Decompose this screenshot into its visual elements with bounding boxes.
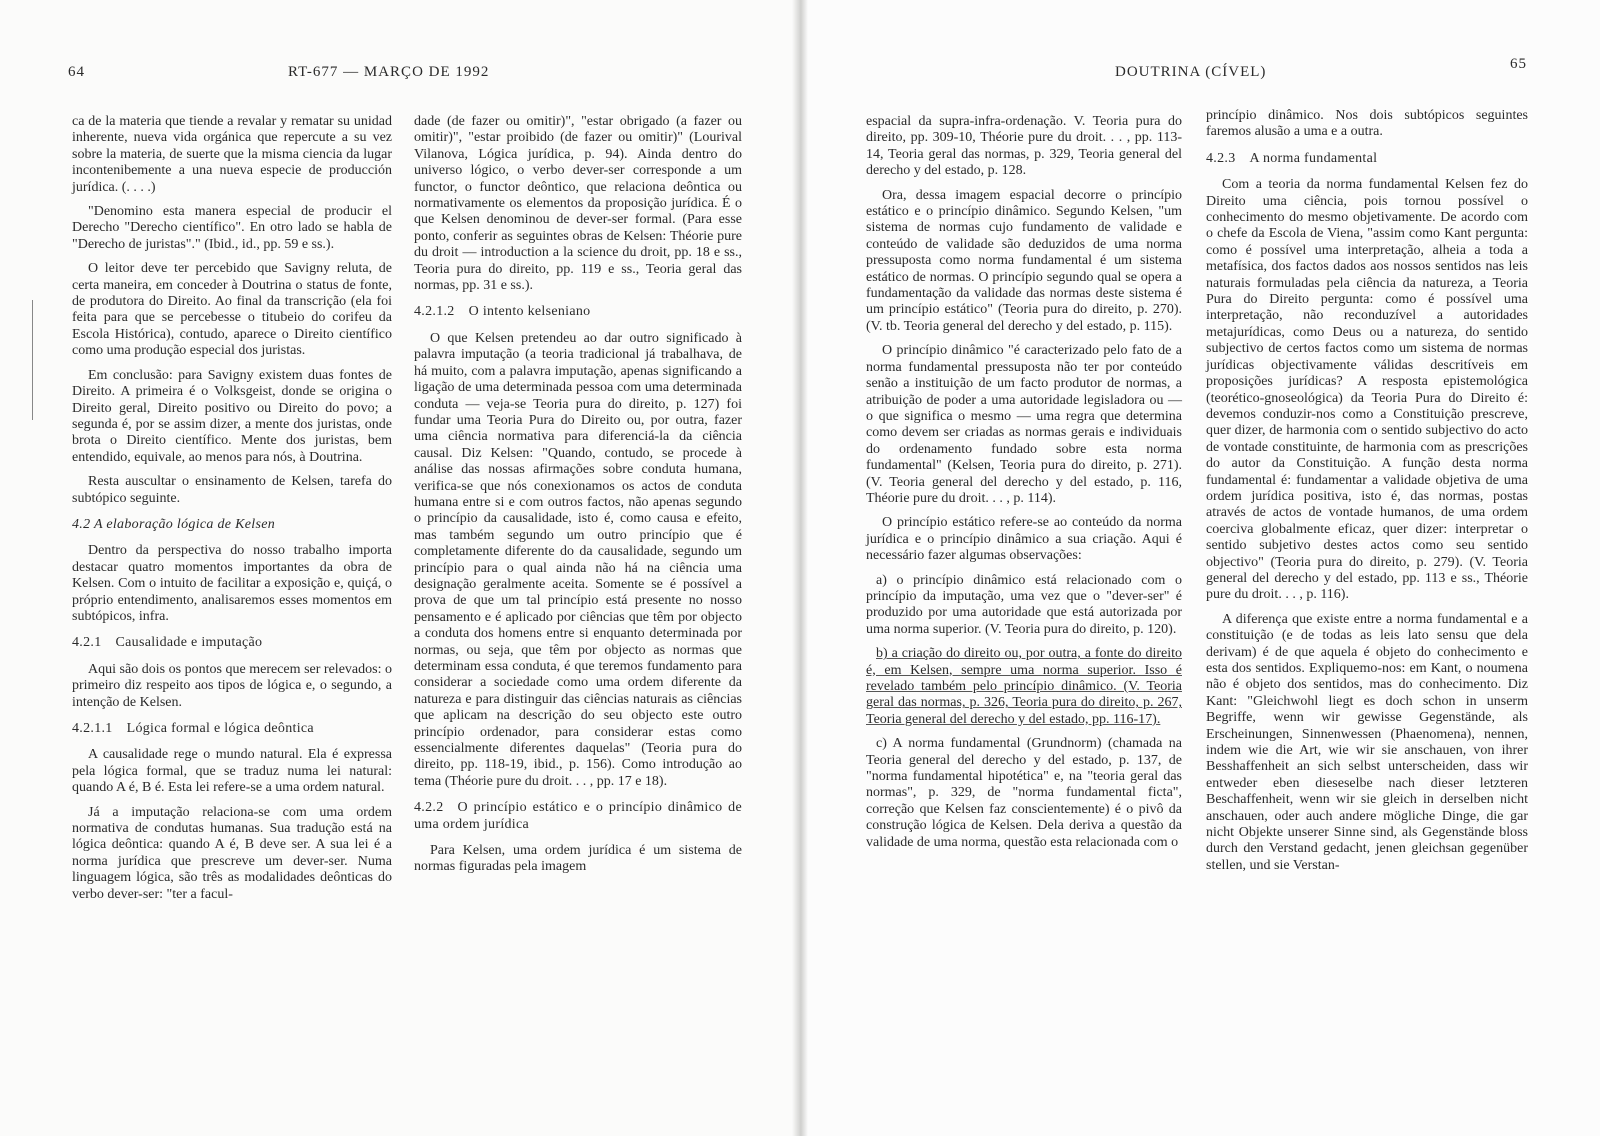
paragraph: Com a teoria da norma fundamental Kelsen fez do Direito uma ciência, pois tornou possível o conhecimento do mesmo objetivamente. De acordo com o chefe da Escola de Viena, "assim como Kant pergunta: como é possível uma interpretação, alheia a toda a metafísica, dos factos dados aos nossos sentidos nas leis naturais formuladas pela ciência da natureza, a Teoria Pura do Direito pergunta: como é possível uma interpretação, não reconduzível a autoridades metajurídicas, como Deus ou a natureza, do sentido subjectivo de certos factos como um sistema de normas jurídicas objectivamente válidas descritíveis em proposições jurídicas? A resposta epistemológica (teorético-gnoseológica) da Teoria Pura do Direito é: devemos conduzir-nos como a Constituição prescreve, quer dizer, de harmonia com o sentido subjectivo do acto de vontade constituinte, de harmonia com as prescrições do autor da Constituição. A função desta norma fundamental é: fundamentar a validade objetiva de uma ordem jurídica positiva, isto é, das normas, postas através de actos de vontade humanos, de uma ordem coerciva globalmente eficaz, quer dizer: interpretar o sentido subjetivo destes actos como seu sentido objectivo" (Teoria pura do direito, p. 279). (V. Teoria general del derecho y del estado, pp. 113 e ss., Théorie pure du droit. . . , p. 116). [1206,177,1528,603]
paragraph: Para Kelsen, uma ordem jurídica é um sistema de normas figuradas pela imagem [414,843,742,875]
section-heading [72,635,392,651]
left-running-header: RT-677 — MARÇO DE 1992 [288,64,490,80]
paragraph: princípio dinâmico. Nos dois subtópicos seguintes faremos alusão a uma e a outra. [1206,108,1528,140]
paragraph: O princípio estático refere-se ao conteúdo da norma jurídica e o princípio dinâmico a sua criação. Aqui é necessário fazer algumas observações: [866,515,1182,564]
column-4 [1206,108,1528,882]
section-title: A norma fundamental [1249,150,1378,166]
section-number: 4.2.1 [72,635,102,651]
paragraph: ca de la materia que tiende a revalar y rematar su unidad inherente, nueva vida orgánica que repercute a su vez sobre la materia, de suerte que la misma ciencia da lugar incontenibemente a una nueva especie de producción jurídica. (. . . .) [72,114,392,195]
section-heading [414,304,742,320]
list-item: c) A norma fundamental (Grundnorm) (chamada na Teoria general del derecho y del estado, p. 137, de "norma fundamental hipotética" e, na "teoria geral das normas", p. 329, de "norma fundamental ficta", correção que Kelsen faz conscientemente) é o pivô da construção lógica de Kelsen. Dela deriva a questão da validade de uma norma, questão esta relacionada com o [866,736,1182,850]
paragraph: O princípio dinâmico "é caracterizado pelo fato de a norma fundamental pressuposta não ter por conteúdo senão a instituição de um facto produtor de normas, a atribuição de poder a uma autoridade legisladora ou — o que significa o mesmo — uma regra que determina como devem ser criadas as normas gerais e individuais do ordenamento fundado sobre esta norma fundamental" (Kelsen, Teoria pura do direito, p. 271). (V. Teoria general del derecho y del estado, p. 116, Théorie pure du droit. . . , p. 114). [866,343,1182,506]
paragraph: O que Kelsen pretendeu ao dar outro significado à palavra imputação (a teoria tradicional já trabalhava, de há muito, com a palavra imputação, apenas significando a ligação de uma determinada pessoa com uma determinada conduta — veja-se Teoria pura do direito, p. 127) foi fundar uma Teoria Pura do Direito ou, por outra, fazer uma ciência normativa para diferenciá-la da ciência causal. Diz Kelsen: "Quando, contudo, se procede à análise das nossas afirmações sobre conduta humana, verifica-se que nós conexionamos os actos de conduta humana entre si e com outros factos, não apenas segundo o princípio da causalidade, isto é, como causa e efeito, mas também segundo um outro princípio que é completamente diferente do da causalidade, segundo um princípio para o qual ainda não há na ciência uma designação geralmente aceita. Somente se é possível a prova de que um tal princípio está presente no nosso pensamento e é aplicado por ciências que têm por objecto a conduta dos homens entre si enquanto determinada por normas, ou seja, que têm por objecto as normas que determinam essa conduta, é que teremos fundamento para considerar a sociedade como uma ordem diferente da natureza e para distinguir das ciências naturais as ciências que aplicam na descrição do seu objecto este outro princípio ordenador, para considerar estas como essencialmente diferentes daquelas" (Teoria pura do direito, pp. 118-19, ibid., p. 156). Como introdução ao tema (Théorie pure du droit. . . , pp. 17 e 18). [414,330,742,789]
right-page-number: 65 [1510,56,1527,72]
paragraph: Ora, dessa imagem espacial decorre o princípio estático e o princípio dinâmico. Segundo Kelsen, "um sistema de normas cujo fundamento de validade e conteúdo de validade são deduzidos de uma norma pressuposta como norma fundamental é um sistema estático de normas. O princípio segundo qual se opera a fundamentação da validade das normas deste sistema é um princípio estático" (Teoria pura do direito, p. 270). (V. tb. Teoria general del derecho y del estado, p. 115). [866,187,1182,334]
section-title: O intento kelseniano [468,304,591,320]
paragraph: espacial da supra-infra-ordenação. V. Teoria pura do direito, pp. 309-10, Théorie pure du droit. . . , pp. 113-14, Teoria geral das normas, p. 329, Teoria general del derecho y del estado, p. 128. [866,114,1182,179]
column-3 [866,114,1182,859]
paragraph: Aqui são dois os pontos que merecem ser relevados: o primeiro diz respeito aos tipos de lógica e, o segundo, a intenção de Kelsen. [72,661,392,710]
right-running-header: DOUTRINA (CÍVEL) [1115,64,1267,80]
section-heading [72,721,392,737]
left-page-number: 64 [68,64,85,80]
section-title: Lógica formal e lógica deôntica [126,721,314,736]
paragraph: A causalidade rege o mundo natural. Ela é expressa pela lógica formal, que se traduz numa lei natural: quando A é, B é. Esta lei refere-se a uma ordem natural. [72,747,392,796]
section-number: 4.2.3 [1206,150,1236,166]
section-title: Causalidade e imputação [115,635,263,651]
paragraph: O leitor deve ter percebido que Savigny reluta, de certa maneira, em conceder à Doutrina o status de fonte, de produtora do Direito. Ao final da transcrição (ela foi feita para que se percebesse o titubeio do corifeu da Escola Histórica), contudo, aparece o Direito científico como uma produção especial dos juristas. [72,261,392,359]
column-2 [414,114,742,884]
column-1 [72,114,392,911]
paragraph: A diferença que existe entre a norma fundamental e a constituição (e de todas as leis lato sensu que dela derivam) é de que aquela é objeto do conhecimento e esta dos sentidos. Expliquemo-nos: em Kant, o noumena não é objeto dos sentidos, mas do conhecimento. Diz Kant: "Gleichwohl liegt es doch schon in unserm Begriffe, wenn wir gewisse Gegenstände, als Erscheinungen, Sinnenwessen (Phaenomena), nennen, indem wie die Art, wie wir sie anschauen, von ihrer Besshaffenheit an sich selbst unterscheiden, dass wir entweder eben dieseselbe nach dieser letzteren Beschaffenheit, wenn wir sie gleich in derselben nicht anschauen, oder auch andere mögliche Dinge, die gar nicht Objekte unserer Sinne sind, als Gegenstände bloss durch den Verstand gedacht, jenen gleichsan gegenüber stellen, und sie Verstan- [1206,611,1528,873]
paragraph: "Denomino esta manera especial de producir el Derecho "Derecho científico". En otro lado se habla de "Derecho de juristas"." (Ibid., id., pp. 59 e ss.). [72,204,392,252]
paragraph: dade (de fazer ou omitir)", "estar obrigado (a fazer ou omitir)", "estar proibido (de fazer ou omitir)" (Lourival Vilanova, Lógica jurídica, p. 94). Ainda dentro do universo lógico, o verbo dever-ser corresponde a um functor, o functor deôntico, que relaciona deôntica ou normativamente os elementos da proposição jurídica. É o que Kelsen denominou de dever-ser formal. (Para esse ponto, conferir as seguintes obras de Kelsen: Théorie pure du droit — introduction a la science du droit, pp. 18 e ss., Teoria pura do direito, pp. 119 e ss., Teoria geral das normas, pp. 31 e ss.). [414,114,742,294]
section-title: O princípio estático e o princípio dinâmico de uma ordem jurídica [414,800,742,832]
paragraph: Em conclusão: para Savigny existem duas fontes de Direito. A primeira é o Volksgeist, donde se origina o Direito geral, Direito positivo ou Direito do povo; a segunda é, por se assim dizer, a mente dos juristas, onde brota o Direito científico. Mente dos juristas, bem entendido, equivale, ao menos para nós, à Doutrina. [72,367,392,465]
section-heading: 4.2 A elaboração lógica de Kelsen [72,516,276,532]
list-item: a) o princípio dinâmico está relacionado com o princípio da imputação, uma vez que o "dever-ser" é produzido por uma autoridade que está autorizada por uma norma superior. (V. Teoria pura do direito, p. 120). [866,572,1182,637]
paragraph: Resta auscultar o ensinamento de Kelsen, tarefa do subtópico seguinte. [72,474,392,506]
paragraph: Já a imputação relaciona-se com uma ordem normativa de condutas humanas. Sua tradução está na lógica deôntica: quando A é, B deve ser. A sua lei é a norma jurídica que prescreve um dever-ser. Numa linguagem lógica, são três as modalidades deônticas do verbo dever-ser: "ter a facul- [72,804,392,902]
section-number: 4.2.1.1 [72,721,113,736]
section-heading [1206,151,1528,167]
book-gutter [792,0,808,1136]
section-heading [414,800,742,833]
section-number: 4.2.2 [414,800,444,816]
margin-bracket-mark [32,300,39,420]
list-item: b) a criação do direito ou, por outra, a fonte do direito é, em Kelsen, sempre uma norma superior. Isso é revelado também pelo princípio dinâmico. (V. Teoria geral das normas, p. 326, Teoria pura do direito, p. 267, Teoria general del derecho y del estado, pp. 116-17). [866,646,1182,727]
paragraph: Dentro da perspectiva do nosso trabalho importa destacar quatro momentos importantes da obra de Kelsen. Com o intuito de facilitar a exposição e, quiçá, o próprio entendimento, analisaremos esses momentos em subtópicos, infra. [72,543,392,624]
section-number: 4.2.1.2 [414,304,455,320]
